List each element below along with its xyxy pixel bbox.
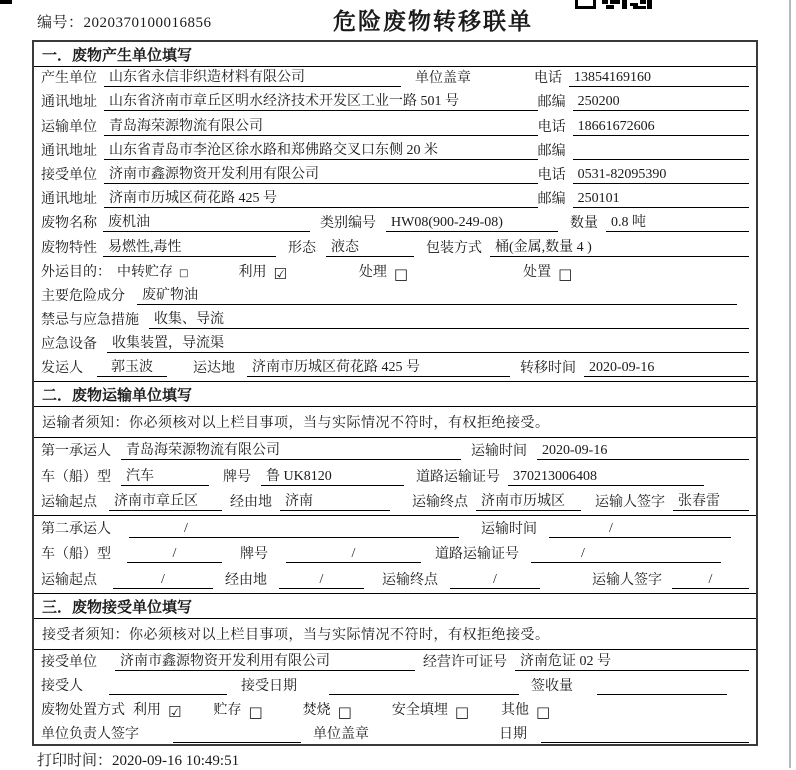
waste-form-field: 液态 xyxy=(326,236,414,257)
document-number-label: 编号： xyxy=(37,15,84,31)
waste-form-label: 形态 xyxy=(288,240,316,256)
quantity-label: 数量 xyxy=(570,216,598,232)
disposal-incinerate-label: 焚烧 xyxy=(302,703,331,719)
producer-phone-label: 电话 xyxy=(534,71,562,87)
form-row-transporter xyxy=(34,115,756,139)
transfer-time-label: 转移时间 xyxy=(520,361,576,377)
license-label: 经营许可证号 xyxy=(423,654,507,670)
form-row-transporter-address xyxy=(34,140,756,164)
disposal-incinerate-checkbox: □ xyxy=(337,703,352,722)
carrier2-vehicle-field: / xyxy=(127,546,222,563)
receiver-phone-field: 0531-82095390 xyxy=(573,167,749,184)
purpose-dispose-label: 处置 xyxy=(523,264,552,280)
carrier2-origin-label: 运输起点 xyxy=(41,573,97,589)
form-row-waste-name xyxy=(34,212,756,236)
carrier2-end-label: 运输终点 xyxy=(382,573,438,589)
form-row-hazard-component xyxy=(34,285,756,309)
accept-unit-label: 接受单位 xyxy=(41,654,97,670)
carrier1-permit-label: 道路运输证号 xyxy=(416,470,500,486)
carrier2-via-field: / xyxy=(279,572,364,589)
carrier2-name-field: / xyxy=(129,521,459,538)
consignor-field: 郭玉波 xyxy=(97,356,167,377)
form-row-carrier2-vehicle xyxy=(34,542,756,568)
destination-field: 济南市历城区荷花路 425 号 xyxy=(247,356,510,377)
form-row-carrier1-route xyxy=(34,490,756,516)
transporter-label: 运输单位 xyxy=(41,119,97,135)
disposal-landfill-checkbox: □ xyxy=(454,703,470,722)
accept-unit-field: 济南市鑫源物资开发利用有限公司 xyxy=(115,650,415,671)
unit-seal2-label: 单位盖章 xyxy=(313,727,369,743)
disposal-other-checkbox: □ xyxy=(536,703,551,722)
form-row-consignor xyxy=(34,357,756,381)
accept-date-label: 接受日期 xyxy=(241,678,297,694)
carrier2-plate-field: / xyxy=(286,546,421,563)
package-field: 桶(金属,数量 4 ) xyxy=(490,236,749,257)
carrier1-time-field: 2020-09-16 xyxy=(537,443,749,460)
scan-artifact xyxy=(0,0,12,4)
document-number-value: 2020370100016856 xyxy=(83,15,212,31)
carrier1-via-label: 经由地 xyxy=(230,494,272,510)
emergency-equipment-field: 收集装置，导流渠 xyxy=(107,332,749,353)
waste-name-field: 废机油 xyxy=(103,211,310,232)
taboo-measures-field: 收集、导流 xyxy=(149,308,749,329)
form-row-head-signature xyxy=(34,723,756,746)
form-row-accept-unit xyxy=(34,650,756,674)
receiver-address-label: 通讯地址 xyxy=(41,192,97,208)
carrier1-origin-label: 运输起点 xyxy=(41,494,97,510)
received-qty-field xyxy=(597,694,727,695)
acceptor-field xyxy=(109,694,227,695)
disposal-utilize-checkbox: ☑ xyxy=(168,703,182,722)
print-time-value: 2020-09-16 10:49:51 xyxy=(112,753,240,769)
disposal-storage-label: 贮存 xyxy=(213,703,242,719)
form-row-producer xyxy=(34,67,756,91)
carrier2-label: 第二承运人 xyxy=(41,521,111,537)
form-row-carrier1-vehicle xyxy=(34,464,756,490)
disposal-other-label: 其他 xyxy=(501,703,530,719)
form-row-acceptor xyxy=(34,675,756,699)
producer-zip-field: 250200 xyxy=(573,94,749,111)
qr-code-fragment xyxy=(575,0,653,10)
form-row-transfer-purpose xyxy=(34,261,756,285)
carrier1-vehicle-label: 车（船）型 xyxy=(41,470,111,486)
carrier2-vehicle-label: 车（船）型 xyxy=(41,547,111,563)
package-label: 包装方式 xyxy=(426,240,482,256)
carrier2-via-label: 经由地 xyxy=(225,573,267,589)
producer-address-field: 山东省济南市章丘区明水经济技术开发区工业一路 501 号 xyxy=(104,90,538,111)
receiver-zip-label: 邮编 xyxy=(537,192,566,208)
hazard-component-field: 废矿物油 xyxy=(137,284,737,305)
carrier1-via-field: 济南 xyxy=(280,490,390,511)
form-row-carrier1 xyxy=(34,438,756,464)
carrier1-time-label: 运输时间 xyxy=(471,444,527,460)
head-signature-label: 单位负责人签字 xyxy=(41,727,139,743)
carrier2-permit-field: / xyxy=(531,546,721,563)
carrier1-plate-field: 鲁 UK8120 xyxy=(261,465,404,486)
transfer-time-field: 2020-09-16 xyxy=(584,360,749,377)
hazard-component-label: 主要危险成分 xyxy=(41,288,125,304)
waste-name-label: 废物名称 xyxy=(41,216,97,232)
carrier2-origin-field: / xyxy=(113,572,213,589)
section3-header: 三．废物接受单位填写 xyxy=(34,593,756,619)
receiver-zip-field: 250101 xyxy=(573,191,749,208)
transfer-purpose-label: 外运目的： xyxy=(41,264,111,280)
purpose-utilize-checkbox: ☑ xyxy=(273,264,287,283)
form-row-taboo-measures xyxy=(34,309,756,333)
scan-edge-line xyxy=(789,0,791,768)
date-field xyxy=(541,742,749,743)
purpose-treat-checkbox: □ xyxy=(393,264,409,283)
acceptor-label: 接受人 xyxy=(41,678,83,694)
head-signature-field xyxy=(173,742,301,743)
accept-date-field xyxy=(329,694,519,695)
disposal-landfill-label: 安全填埋 xyxy=(391,703,448,719)
carrier1-plate-label: 牌号 xyxy=(223,470,251,486)
transporter-zip-label: 邮编 xyxy=(537,143,566,159)
transporter-name-field: 青岛海荣源物流有限公司 xyxy=(104,115,538,136)
page-title: 危险废物转移联单 xyxy=(333,9,533,34)
form-row-receiver xyxy=(34,164,756,188)
carrier1-sign-label: 运输人签字 xyxy=(595,494,665,510)
disposal-method-label: 废物处置方式 xyxy=(41,703,125,719)
unit-seal-label: 单位盖章 xyxy=(415,71,471,87)
consignor-label: 发运人 xyxy=(41,361,83,377)
purpose-utilize-label: 利用 xyxy=(238,264,267,280)
carrier2-end-field: / xyxy=(450,572,540,589)
transporter-phone-label: 电话 xyxy=(537,119,566,135)
form-row-waste-character xyxy=(34,236,756,260)
transfer-form-table xyxy=(32,40,758,746)
carrier1-end-label: 运输终点 xyxy=(412,494,468,510)
receiver-label: 接受单位 xyxy=(41,167,97,183)
producer-label: 产生单位 xyxy=(41,71,97,87)
date-label: 日期 xyxy=(499,727,527,743)
purpose-dispose-checkbox: □ xyxy=(558,264,573,283)
section2-header: 二．废物运输单位填写 xyxy=(34,381,756,407)
carrier1-signature-field: 张春雷 xyxy=(673,490,749,511)
receiver-name-field: 济南市鑫源物资开发利用有限公司 xyxy=(104,163,538,184)
form-row-carrier2 xyxy=(34,516,756,542)
form-row-emergency-equipment xyxy=(34,333,756,357)
taboo-measures-label: 禁忌与应急措施 xyxy=(41,313,139,329)
disposal-utilize-label: 利用 xyxy=(133,703,161,719)
receiver-notice: 接受者须知：你必须核对以上栏目事项，当与实际情况不符时，有权拒绝接受。 xyxy=(34,619,756,650)
receiver-address-field: 济南市历城区荷花路 425 号 xyxy=(104,187,538,208)
carrier2-permit-label: 道路运输证号 xyxy=(435,547,519,563)
producer-name-field: 山东省永信非织造材料有限公司 xyxy=(104,66,401,87)
waste-character-label: 废物特性 xyxy=(41,240,97,256)
document-number xyxy=(37,11,212,32)
print-time-label: 打印时间： xyxy=(37,753,113,769)
transporter-notice: 运输者须知：你必须核对以上栏目事项，当与实际情况不符时，有权拒绝接受。 xyxy=(34,407,756,438)
carrier1-name-field: 青岛海荣源物流有限公司 xyxy=(121,439,461,460)
purpose-transfer-storage-label: 中转贮存 xyxy=(117,264,173,280)
print-time xyxy=(37,749,239,770)
category-code-label: 类别编号 xyxy=(320,216,376,232)
carrier2-time-label: 运输时间 xyxy=(481,521,537,537)
carrier1-end-field: 济南市历城区 xyxy=(476,490,581,511)
section1-header: 一．废物产生单位填写 xyxy=(34,42,756,67)
disposal-storage-checkbox: □ xyxy=(248,703,263,722)
received-qty-label: 签收量 xyxy=(531,678,573,694)
carrier2-plate-label: 牌号 xyxy=(240,547,268,563)
waste-character-field: 易燃性,毒性 xyxy=(103,236,276,257)
carrier1-label: 第一承运人 xyxy=(41,444,111,460)
category-code-field: HW08(900-249-08) xyxy=(386,215,558,232)
producer-address-label: 通讯地址 xyxy=(41,95,97,111)
emergency-equipment-label: 应急设备 xyxy=(41,337,97,353)
transporter-address-label: 通讯地址 xyxy=(41,143,97,159)
carrier2-signature-field: / xyxy=(672,572,749,589)
carrier2-sign-label: 运输人签字 xyxy=(592,573,662,589)
producer-phone-field: 13854169160 xyxy=(569,70,749,87)
form-row-producer-address xyxy=(34,91,756,115)
carrier2-time-field: / xyxy=(549,521,731,538)
license-field: 济南危证 02 号 xyxy=(515,650,749,671)
carrier1-origin-field: 济南市章丘区 xyxy=(109,490,222,511)
transporter-zip-field xyxy=(573,159,749,160)
form-row-carrier2-route xyxy=(34,567,756,593)
transporter-address-field: 山东省青岛市李沧区徐水路和郑佛路交叉口东侧 20 米 xyxy=(104,139,538,160)
purpose-treat-label: 处理 xyxy=(358,264,387,280)
carrier1-permit-field: 370213006408 xyxy=(508,469,704,486)
receiver-phone-label: 电话 xyxy=(537,167,566,183)
form-row-receiver-address xyxy=(34,188,756,212)
carrier1-vehicle-field: 汽车 xyxy=(121,465,209,486)
producer-zip-label: 邮编 xyxy=(537,95,566,111)
transporter-phone-field: 18661672606 xyxy=(573,119,749,136)
quantity-field: 0.8 吨 xyxy=(606,211,749,232)
destination-label: 运达地 xyxy=(193,361,235,377)
form-row-disposal-method xyxy=(34,699,756,723)
purpose-transfer-storage-checkbox: □ xyxy=(179,267,189,279)
